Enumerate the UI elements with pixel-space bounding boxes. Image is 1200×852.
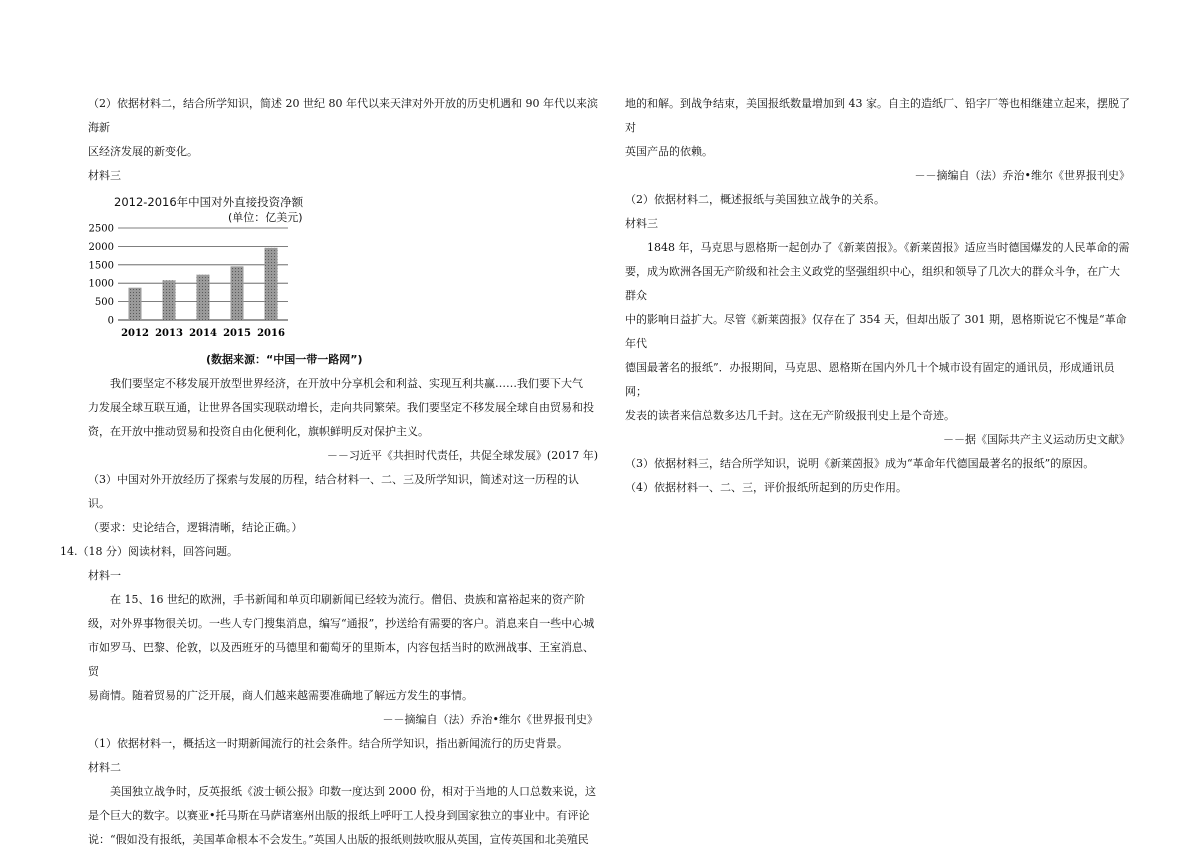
chart-xtick-label: 2014 [189, 328, 217, 339]
chart-xtick-label: 2016 [257, 328, 285, 339]
material-1-label: 材料一 [88, 569, 121, 582]
material-2-source: －－摘编自（法）乔治•维尔《世界报刊史》 [914, 169, 1130, 182]
chart-bar-2016 [265, 248, 278, 320]
question-3-requirement: （要求：史论结合，逻辑清晰，结论正确。） [88, 521, 303, 534]
material-1-paragraph: 在 15、16 世纪的欧洲，手书新闻和单页印刷新闻已经较为流行。僧侣、贵族和富裕起来的资产阶 [110, 593, 585, 606]
chart-xtick-label: 2015 [223, 328, 251, 339]
material-3-source: －－习近平《共担时代责任，共促全球发展》(2017 年) [326, 449, 598, 462]
material-1-paragraph-4: 易商情。随着贸易的广泛开展，商人们越来越需要准确地了解远方发生的事情。 [88, 689, 473, 702]
chart-xtick-label: 2013 [155, 328, 183, 339]
material-3-label: 材料三 [88, 169, 121, 182]
question-3-text: （3）中国对外开放经历了探索与发展的历程，结合材料一、二、三及所学知识，简述对这一历程的认识。 [88, 473, 579, 510]
chart-ytick-label: 1000 [88, 278, 114, 290]
material-3-paragraph-4: 德国最著名的报纸”．办报期间，马克思、恩格斯在国内外几十个城市设有固定的通讯员，形成通讯员网； [625, 361, 1115, 398]
chart-bar-2013 [163, 280, 176, 320]
chart-bar-2012 [129, 288, 142, 320]
material-3-paragraph: 我们要坚定不移发展开放型世界经济，在开放中分享机会和利益、实现互利共赢……我们要下大气 [110, 377, 583, 390]
material-1-source: －－摘编自（法）乔治•维尔《世界报刊史》 [382, 713, 598, 726]
material-2-continued: 地的和解。到战争结束，美国报纸数量增加到 43 家。自主的造纸厂、铅字厂等也相继建立起来，摆脱了对 [625, 97, 1130, 134]
material-1-paragraph-2: 级，对外界事物很关切。一些人专门搜集消息，编写“通报”，抄送给有需要的客户。消息来自一些中心城 [88, 617, 595, 630]
chart-unit: (单位：亿美元) [228, 211, 303, 224]
investment-bar-chart [88, 190, 408, 368]
chart-title: 2012-2016年中国对外直接投资净额 [114, 195, 304, 209]
material-3-label: 材料三 [625, 217, 658, 230]
chart-ytick-label: 0 [107, 315, 114, 327]
material-3-paragraph-3: 资，在开放中推动贸易和投资自由化便利化，旗帜鲜明反对保护主义。 [88, 425, 429, 438]
material-2-continued-2: 英国产品的依赖。 [625, 145, 713, 158]
chart-ytick-label: 500 [94, 297, 114, 309]
chart-bar-2014 [197, 275, 210, 320]
material-3-source: －－据《国际共产主义运动历史文献》 [943, 433, 1130, 446]
material-2-paragraph: 美国独立战争时，反英报纸《波士顿公报》印数一度达到 2000 份，相对于当地的人口总数来说，这 [110, 785, 596, 798]
question-1-text: （1）依据材料一，概括这一时期新闻流行的社会条件。结合所学知识，指出新闻流行的历史背景。 [88, 737, 568, 750]
chart-ytick-label: 2000 [88, 241, 114, 253]
question-2-text: （2）依据材料二，概述报纸与美国独立战争的关系。 [625, 193, 885, 206]
material-3-paragraph-2: 要，成为欧洲各国无产阶级和社会主义政党的坚强组织中心，组织和领导了几次大的群众斗争，在广大群众 [625, 265, 1120, 302]
question-3-text: （3）依据材料三，结合所学知识，说明《新莱茵报》成为“革命年代德国最著名的报纸”的原因。 [625, 457, 1095, 470]
material-2-paragraph-3: 说：“假如没有报纸，美国革命根本不会发生。”英国人出版的报纸则鼓吹服从英国，宣传英国和北美殖民 [88, 833, 589, 846]
chart-bar-2015 [231, 266, 244, 320]
material-3-paragraph-2: 力发展全球互联互通，让世界各国实现联动增长，走向共同繁荣。我们要坚定不移发展全球自由贸易和投 [88, 401, 594, 414]
material-2-label: 材料二 [88, 761, 121, 774]
question-14-heading: 14.（18 分）阅读材料，回答问题。 [60, 545, 238, 558]
question-2-text: （2）依据材料二，结合所学知识，简述 20 世纪 80 年代以来天津对外开放的历史机遇和 90 年代以来滨海新 [88, 97, 598, 134]
right-column [625, 92, 1130, 500]
left-column [60, 92, 598, 852]
material-3-paragraph: 1848 年，马克思与恩格斯一起创办了《新莱茵报》。《新莱茵报》适应当时德国爆发的人民革命的需 [647, 241, 1130, 254]
material-3-paragraph-3: 中的影响日益扩大。尽管《新莱茵报》仅存在了 354 天，但却出版了 301 期，恩格斯说它不愧是“革命年代 [625, 313, 1127, 350]
chart-ytick-label: 2500 [88, 223, 114, 235]
material-3-paragraph-5: 发表的读者来信总数多达几千封。这在无产阶级报刊史上是个奇迹。 [625, 409, 955, 422]
chart-ytick-label: 1500 [88, 260, 114, 272]
question-4-text: （4）依据材料一、二、三，评价报纸所起到的历史作用。 [625, 481, 907, 494]
material-1-paragraph-3: 市如罗马、巴黎、伦敦，以及西班牙的马德里和葡萄牙的里斯本，内容包括当时的欧洲战事、王室消息、贸 [88, 641, 594, 678]
material-2-paragraph-2: 是个巨大的数字。以赛亚•托马斯在马萨诸塞州出版的报纸上呼吁工人投身到国家独立的事业中。有评论 [88, 809, 590, 822]
chart-source: (数据来源：“中国一带一路网”) [206, 353, 363, 366]
question-2-text-cont: 区经济发展的新变化。 [88, 145, 198, 158]
chart-xtick-label: 2012 [121, 328, 149, 339]
